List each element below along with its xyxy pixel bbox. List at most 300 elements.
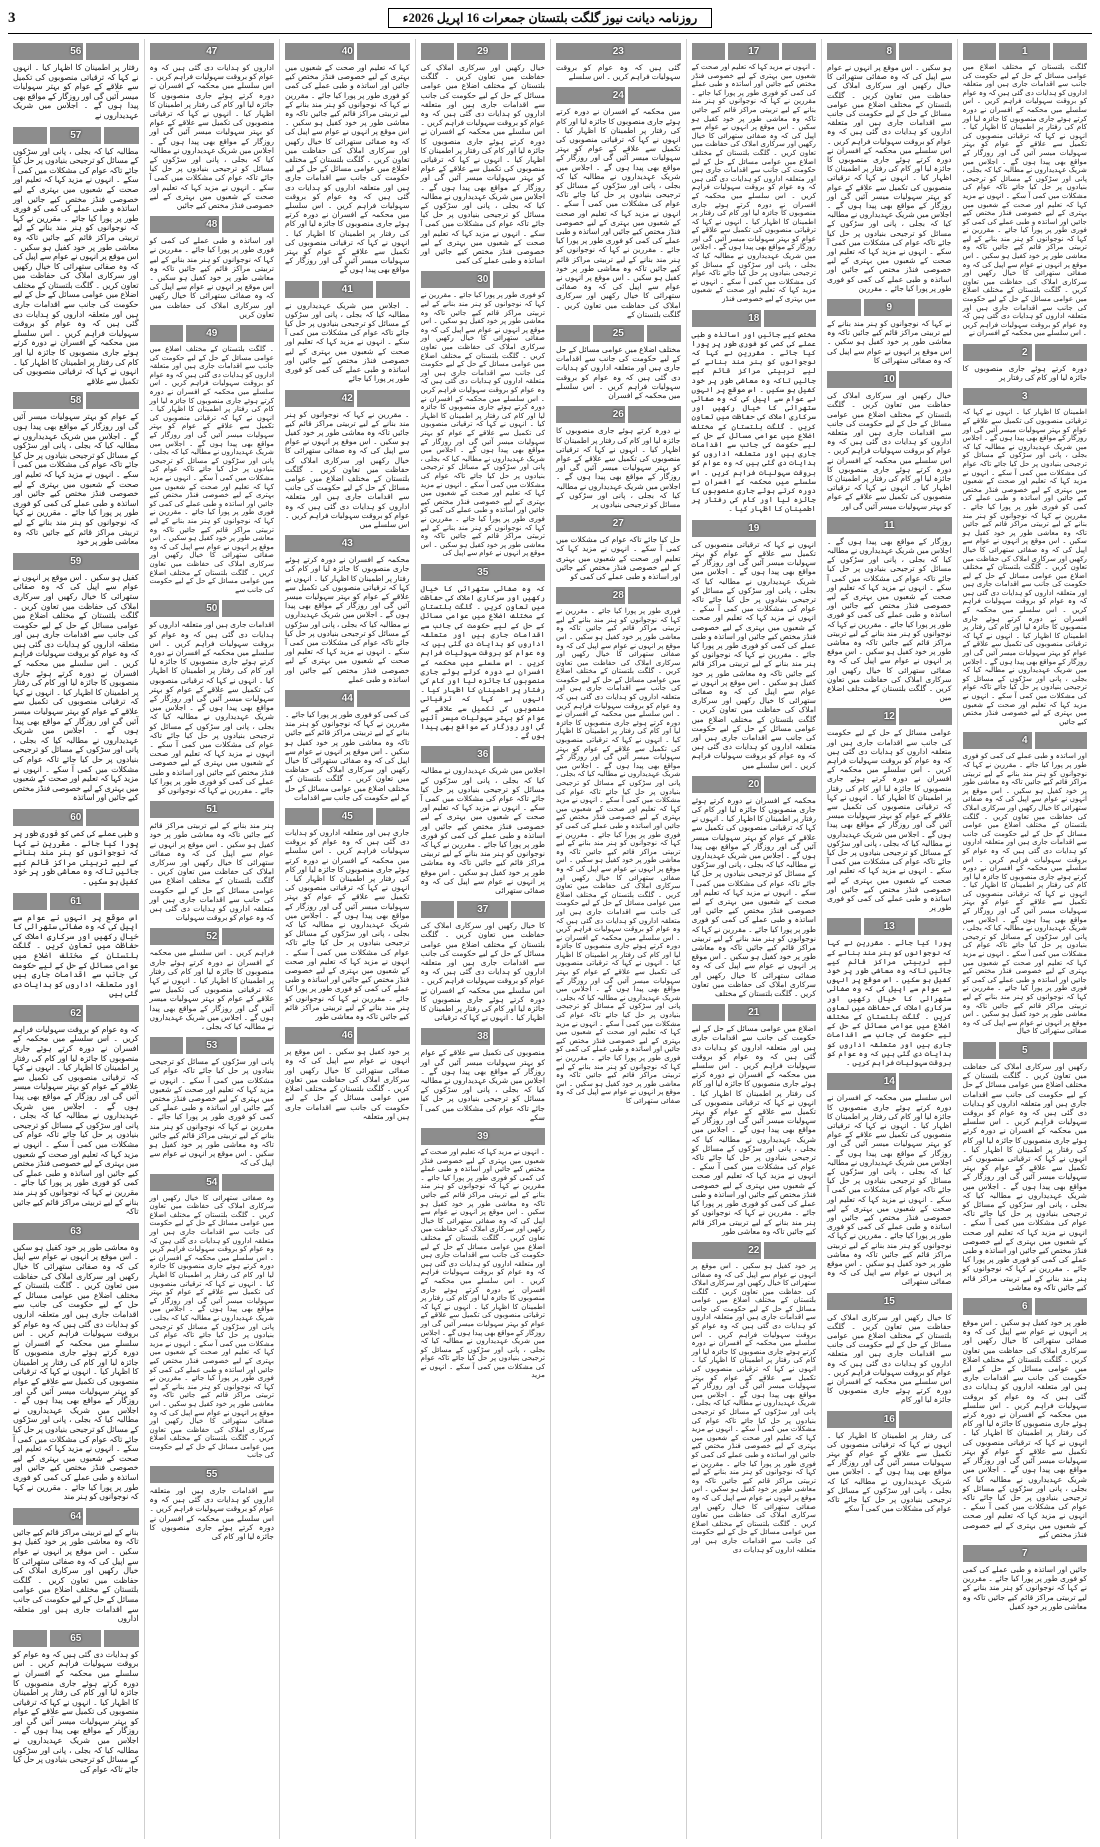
article-number: 61: [70, 895, 82, 907]
article[interactable]: [827, 1293, 952, 1405]
headline-bar: [918, 299, 952, 316]
headline-bar: [86, 43, 139, 60]
headline-bar: [86, 392, 139, 409]
article-body: پورا کیا جائے ۔ مقررین نے کہا کہ نوجوانوں کو ہنر مند بنانے کے لیے تربیتی مراکز قائم کیے جائیں تاکہ وہ معاشی طور پر خود کفیل ہو سکیں ۔ اس موقع پر انہوں نے عوام سے اپیل کی کہ وہ صفائی ستھرائی کا خیال رکھیں اور سرکاری املاک کی حفاظت میں تعاون کریں ۔ گلگت بلتستان کے مختلف اضلاع میں عوامی مسائل کے حل کے لیے حکومت کی جانب سے اقدامات جاری ہیں اور متعلقہ اداروں کو ہدایات دی گئی ہیں کہ وہ عوام کو بروقت سہولیات فراہم کریں ۔: [827, 938, 952, 1068]
article-body: ۔ اجلاس میں شریک عہدیداروں نے مطالبہ کیا کہ بجلی ، پانی اور سڑکوں کے مسائل کو ترجیحی بنیادوں پر حل کیا جائے تاکہ عوام کی مشکلات میں کمی آ سکے ۔ انہوں نے مزید کہا کہ تعلیم اور صحت کے شعبوں میں بہتری کے لیے خصوصی فنڈز مختص کیے جائیں اور اساتذہ و طبی عملے کی کمی کو فوری طور پر پورا کیا جائے: [285, 300, 410, 384]
article-headline: [13, 43, 138, 60]
article-number: 1: [1021, 46, 1028, 57]
article-headline: [285, 1027, 410, 1044]
article[interactable]: [556, 43, 681, 81]
article-headline: [556, 325, 681, 342]
headline-bar: [1053, 43, 1087, 60]
article-body: ۔ مقررین نے کہا کہ نوجوانوں کو ہنر مند بنانے کے لیے تربیتی مراکز قائم کیے جائیں تاکہ وہ معاشی طور پر خود کفیل ہو سکیں ۔ اس موقع پر انہوں نے عوام سے اپیل کی کہ وہ صفائی ستھرائی کا خیال رکھیں اور سرکاری املاک کی حفاظت میں تعاون کریں ۔ گلگت بلتستان کے مختلف اضلاع میں عوامی مسائل کے حل کے لیے حکومت کی جانب سے اقدامات جاری ہیں اور متعلقہ اداروں کو ہدایات دی گئی ہیں کہ وہ عوام کو بروقت سہولیات فراہم کریں ۔ اس سلسلے میں: [285, 409, 410, 529]
headline-bar: [1035, 344, 1087, 361]
headline-bar: [150, 1037, 184, 1054]
article[interactable]: [13, 43, 138, 121]
headline-bar: [556, 87, 625, 104]
article-headline: [285, 43, 410, 60]
headline-bar: [827, 708, 896, 725]
article-body: اس موقع پر انہوں نے عوام سے اپیل کی کہ وہ صفائی ستھرائی کا خیال رکھیں اور سرکاری املاک کی حفاظت میں تعاون کریں ۔ گلگت بلتستان کے مختلف اضلاع میں عوامی مسائل کے حل کے لیے حکومت کی جانب سے اقدامات جاری ہیں اور متعلقہ اداروں کو ہدایات دی گئی ہیں: [13, 912, 139, 999]
article[interactable]: [692, 520, 817, 770]
article-body: ۔ گلگت بلتستان کے مختلف اضلاع میں عوامی مسائل کے حل کے لیے حکومت کی جانب سے اقدامات جاری ہیں اور متعلقہ اداروں کو ہدایات دی گئی ہیں کہ وہ عوام کو بروقت سہولیات فراہم کریں ۔ اس سلسلے میں محکمہ کے افسران نے دورہ کرتے ہوئے جاری منصوبوں کا جائزہ لیا اور کام کی رفتار پر اطمینان کا اظہار کیا ۔ انہوں نے کہا کہ ترقیاتی منصوبوں کی تکمیل سے علاقے کے عوام کو بہتر سہولیات میسر آئیں گی اور روزگار کے مواقع بھی پیدا ہوں گے ۔ اجلاس میں شریک عہدیداروں نے مطالبہ کیا کہ بجلی ، پانی اور سڑکوں کے مسائل کو ترجیحی بنیادوں پر حل کیا جائے تاکہ عوام کی مشکلات میں کمی آ سکے ۔ انہوں نے مزید کہا کہ تعلیم اور صحت کے شعبوں میں بہتری کے لیے خصوصی فنڈز مختص کیے جائیں اور اساتذہ و طبی عملے کی کمی کو فوری طور پر پورا کیا جائے ۔ مقررین نے کہا کہ نوجوانوں کو ہنر مند بنانے کے لیے تربیتی مراکز قائم کیے جائیں تاکہ وہ معاشی طور پر خود کفیل ہو سکیں ۔ اس موقع پر انہوں نے عوام سے اپیل کی کہ وہ صفائی ستھرائی کا خیال رکھیں اور سرکاری املاک کی حفاظت میں تعاون کریں ۔ گلگت بلتستان کے مختلف اضلاع میں عوامی مسائل کے حل کے لیے حکومت کی جانب سے: [149, 345, 274, 594]
article-number: 5: [1021, 1044, 1028, 1056]
article-headline: [285, 690, 410, 707]
headline-bar: [285, 281, 319, 298]
headline-bar: [827, 517, 952, 534]
headline-bar: [1053, 1042, 1087, 1059]
article-body: جائیں اور اساتذہ و طبی عملے کی کمی کو فوری طور پر پورا کیا جائے ۔ مقررین نے کہا کہ نوجوانوں کو ہنر مند بنانے کے لیے تربیتی مراکز قائم کیے جائیں تاکہ وہ معاشی طور پر خود کفیل: [962, 1564, 1087, 1611]
article-body: کہ وہ عوام کو بروقت سہولیات فراہم کریں ۔ اس سلسلے میں محکمہ کے افسران نے دورہ کرتے ہوئے جاری منصوبوں کا جائزہ لیا اور کام کی رفتار پر اطمینان کا اظہار کیا ۔ انہوں نے کہا کہ ترقیاتی منصوبوں کی تکمیل سے علاقے کے عوام کو بہتر سہولیات میسر آئیں گی اور روزگار کے مواقع بھی پیدا ہوں گے ۔ اجلاس میں شریک عہدیداروں نے مطالبہ کیا کہ بجلی ، پانی اور سڑکوں کے مسائل کو ترجیحی بنیادوں پر حل کیا جائے تاکہ عوام کی مشکلات میں کمی آ سکے ۔ انہوں نے مزید کہا کہ تعلیم اور صحت کے شعبوں میں بہتری کے لیے خصوصی فنڈز مختص کیے جائیں اور اساتذہ و طبی عملے کی کمی کو فوری طور پر پورا کیا جائے ۔ مقررین نے کہا کہ نوجوانوں کو ہنر مند بنانے کے لیے تربیتی مراکز قائم کیے جائیں تاکہ: [13, 1024, 139, 1217]
article-number: 20: [748, 778, 760, 790]
headline-bar: [285, 808, 319, 825]
headline-bar: [285, 1027, 354, 1044]
headline-bar: [13, 1508, 83, 1525]
article[interactable]: [827, 1411, 952, 1514]
article[interactable]: [150, 928, 275, 1031]
column-8: [8, 39, 143, 1839]
headline-bar: [764, 776, 816, 793]
headline-bar: [827, 1411, 896, 1428]
headline-bar: [728, 1004, 779, 1021]
headline-bar: [13, 1630, 47, 1647]
article-headline: [285, 390, 410, 407]
article-number: 40: [341, 46, 353, 57]
article-body: کہا کہ تعلیم اور صحت کے شعبوں میں بہتری کے لیے خصوصی فنڈز مختص کیے جائیں اور اساتذہ و طبی عملے کی کمی کو فوری طور پر پورا کیا جائے ۔ مقررین نے کہا کہ نوجوانوں کو ہنر مند بنانے کے لیے تربیتی مراکز قائم کیے جائیں تاکہ وہ معاشی طور پر خود کفیل ہو سکیں ۔ اس موقع پر انہوں نے عوام سے اپیل کی کہ وہ صفائی ستھرائی کا خیال رکھیں اور سرکاری املاک کی حفاظت میں تعاون کریں ۔ گلگت بلتستان کے مختلف اضلاع میں عوامی مسائل کے حل کے لیے حکومت کی جانب سے اقدامات جاری ہیں اور متعلقہ اداروں کو ہدایات دی گئی ہیں کہ وہ عوام کو بروقت سہولیات فراہم کریں ۔ اس سلسلے میں محکمہ کے افسران نے دورہ کرتے ہوئے جاری منصوبوں کا جائزہ لیا اور کام کی رفتار پر اطمینان کا اظہار کیا ۔ انہوں نے کہا کہ ترقیاتی منصوبوں کی تکمیل سے علاقے کے عوام کو بہتر سہولیات میسر آئیں گی اور روزگار کے مواقع بھی پیدا ہوں گے: [285, 63, 410, 275]
article[interactable]: [692, 43, 817, 304]
headline-bar: [150, 1466, 275, 1483]
headline-bar: [556, 406, 625, 423]
article-number: 41: [341, 283, 353, 295]
article-headline: [963, 1042, 1088, 1059]
article-headline: [963, 1298, 1088, 1315]
headline-bar: [764, 310, 816, 327]
article-body: وہ معاشی طور پر خود کفیل ہو سکیں ۔ اس موقع پر انہوں نے عوام سے اپیل کی کہ وہ صفائی ستھرائی کا خیال رکھیں اور سرکاری املاک کی حفاظت میں تعاون کریں ۔ گلگت بلتستان کے مختلف اضلاع میں عوامی مسائل کے حل کے لیے حکومت کی جانب سے اقدامات جاری ہیں اور متعلقہ اداروں کو ہدایات دی گئی ہیں کہ وہ عوام کو بروقت سہولیات فراہم کریں ۔ اس سلسلے میں محکمہ کے افسران نے دورہ کرتے ہوئے جاری منصوبوں کا جائزہ لیا اور کام کی رفتار پر اطمینان کا اظہار کیا ۔ انہوں نے کہا کہ ترقیاتی منصوبوں کی تکمیل سے علاقے کے عوام کو بہتر سہولیات میسر آئیں گی اور روزگار کے مواقع بھی پیدا ہوں گے ۔ اجلاس میں شریک عہدیداروں نے مطالبہ کیا کہ بجلی ، پانی اور سڑکوں کے مسائل کو ترجیحی بنیادوں پر حل کیا جائے تاکہ عوام کی مشکلات میں کمی آ سکے ۔ انہوں نے مزید کہا کہ تعلیم اور صحت کے شعبوں میں بہتری کے لیے خصوصی فنڈز مختص کیے جائیں اور اساتذہ و طبی عملے کی کمی کو فوری طور پر پورا کیا جائے ۔ مقررین نے کہا کہ نوجوانوں کو ہنر مند: [13, 1242, 139, 1502]
article[interactable]: [421, 564, 546, 740]
headline-bar: [421, 746, 490, 763]
article[interactable]: [963, 1042, 1088, 1292]
article[interactable]: [13, 1005, 138, 1217]
article[interactable]: [827, 708, 952, 912]
headline-bar: [86, 1005, 139, 1022]
headline-bar: [322, 281, 373, 298]
headline-bar: [50, 1630, 101, 1647]
article[interactable]: [285, 281, 410, 384]
headline-bar: [285, 690, 354, 707]
article-body: محکمہ کے افسران نے دورہ کرتے ہوئے جاری منصوبوں کا جائزہ لیا اور کام کی رفتار پر اطمینان کا اظہار کیا ۔ انہوں نے کہا کہ ترقیاتی منصوبوں کی تکمیل سے علاقے کے عوام کو بہتر سہولیات میسر آئیں گی اور روزگار کے مواقع بھی پیدا ہوں گے ۔ اجلاس میں شریک عہدیداروں نے مطالبہ کیا کہ بجلی ، پانی اور سڑکوں کے مسائل کو ترجیحی بنیادوں پر حل کیا جائے تاکہ عوام کی مشکلات میں کمی آ سکے ۔ انہوں نے مزید کہا کہ تعلیم اور صحت کے شعبوں میں بہتری کے لیے خصوصی فنڈز مختص کیے جائیں اور اساتذہ و طبی عملے کی کمی کو فوری طور پر پورا کیا جائے ۔ مقررین نے کہا کہ نوجوانوں کو ہنر مند بنانے کے لیے تربیتی مراکز قائم کیے جائیں تاکہ وہ معاشی طور پر خود کفیل ہو سکیں ۔ اس موقع پر انہوں نے عوام سے اپیل کی کہ وہ صفائی ستھرائی کا خیال رکھیں اور سرکاری املاک کی حفاظت میں تعاون کریں ۔ گلگت بلتستان کے مختلف: [691, 795, 816, 999]
article[interactable]: [13, 127, 138, 387]
article-number: 25: [612, 328, 624, 340]
headline-bar: [864, 299, 915, 316]
article-number: 16: [883, 1413, 895, 1425]
article-body: کی رفتار پر اطمینان کا اظہار کیا ۔ انہوں نے کہا کہ ترقیاتی منصوبوں کی تکمیل سے علاقے کے عوام کو بہتر سہولیات میسر آئیں گی اور روزگار کے مواقع بھی پیدا ہوں گے ۔ اجلاس میں شریک عہدیداروں نے مطالبہ کیا کہ بجلی ، پانی اور سڑکوں کے مسائل کو ترجیحی بنیادوں پر حل کیا جائے تاکہ عوام کی مشکلات میں کمی آ سکے: [827, 1430, 952, 1514]
article-number: 4: [1021, 735, 1028, 747]
headline-bar: [376, 808, 410, 825]
article-number: 6: [1021, 1301, 1028, 1313]
article-body: ہو سکیں ۔ اس موقع پر انہوں نے عوام سے اپیل کی کہ وہ صفائی ستھرائی کا خیال رکھیں اور سرکاری املاک کی حفاظت میں تعاون کریں ۔ گلگت بلتستان کے مختلف اضلاع میں عوامی مسائل کے حل کے لیے حکومت کی جانب سے اقدامات جاری ہیں اور متعلقہ اداروں کو ہدایات دی گئی ہیں کہ وہ عوام کو بروقت سہولیات فراہم کریں ۔ اس سلسلے میں محکمہ کے افسران نے دورہ کرتے ہوئے جاری منصوبوں کا جائزہ لیا اور کام کی رفتار پر اطمینان کا اظہار کیا ۔ انہوں نے کہا کہ ترقیاتی منصوبوں کی تکمیل سے علاقے کے عوام کو بہتر سہولیات میسر آئیں گی اور روزگار کے مواقع بھی پیدا ہوں گے ۔ اجلاس میں شریک عہدیداروں نے مطالبہ کیا کہ بجلی ، پانی اور سڑکوں کے مسائل کو ترجیحی بنیادوں پر حل کیا جائے تاکہ عوام کی مشکلات میں کمی آ سکے ۔ انہوں نے مزید کہا کہ تعلیم اور صحت کے شعبوں میں بہتری کے لیے خصوصی فنڈز مختص کیے جائیں اور اساتذہ و طبی عملے کی کمی کو فوری طور پر پورا کیا جائے ۔ مقررین: [827, 63, 952, 293]
article[interactable]: [556, 87, 681, 319]
article[interactable]: [963, 388, 1088, 726]
headline-bar: [556, 43, 681, 60]
article[interactable]: [692, 310, 817, 514]
article-body: روزگار کے مواقع بھی پیدا ہوں گے ۔ اجلاس میں شریک عہدیداروں نے مطالبہ کیا کہ بجلی ، پانی اور سڑکوں کے مسائل کو ترجیحی بنیادوں پر حل کیا جائے تاکہ عوام کی مشکلات میں کمی آ سکے ۔ انہوں نے مزید کہا کہ تعلیم اور صحت کے شعبوں میں بہتری کے لیے خصوصی فنڈز مختص کیے جائیں اور اساتذہ و طبی عملے کی کمی کو فوری طور پر پورا کیا جائے ۔ مقررین نے کہا کہ نوجوانوں کو ہنر مند بنانے کے لیے تربیتی مراکز قائم کیے جائیں تاکہ وہ معاشی طور پر خود کفیل ہو سکیں ۔ اس موقع پر انہوں نے عوام سے اپیل کی کہ وہ صفائی ستھرائی کا خیال رکھیں اور سرکاری املاک کی حفاظت میں تعاون کریں ۔ گلگت بلتستان کے مختلف اضلاع میں: [827, 536, 952, 703]
headline-bar: [13, 392, 83, 409]
headline-bar: [285, 390, 354, 407]
headline-bar: [493, 271, 545, 288]
article-headline: [692, 1004, 817, 1021]
article-number: 53: [206, 1040, 218, 1052]
headline-bar: [50, 127, 101, 144]
article-body: رکھیں اور سرکاری املاک کی حفاظت میں تعاون کریں ۔ گلگت بلتستان کے مختلف اضلاع میں عوامی مسائل کے حل کے لیے حکومت کی جانب سے اقدامات جاری ہیں اور متعلقہ اداروں کو ہدایات دی گئی ہیں کہ وہ عوام کو بروقت سہولیات فراہم کریں ۔ اس سلسلے میں محکمہ کے افسران نے دورہ کرتے ہوئے جاری منصوبوں کا جائزہ لیا اور کام کی رفتار پر اطمینان کا اظہار کیا ۔ انہوں نے کہا کہ ترقیاتی منصوبوں کی تکمیل سے علاقے کے عوام کو بہتر سہولیات میسر آئیں گی اور روزگار کے مواقع بھی پیدا ہوں گے ۔ اجلاس میں شریک عہدیداروں نے مطالبہ کیا کہ بجلی ، پانی اور سڑکوں کے مسائل کو ترجیحی بنیادوں پر حل کیا جائے تاکہ عوام کی مشکلات میں کمی آ سکے ۔ انہوں نے مزید کہا کہ تعلیم اور صحت کے شعبوں میں بہتری کے لیے خصوصی فنڈز مختص کیے جائیں اور اساتذہ و طبی عملے کی کمی کو فوری طور پر پورا کیا جائے ۔ مقررین نے کہا کہ نوجوانوں کو ہنر مند بنانے کے لیے تربیتی مراکز قائم کیے جائیں تاکہ وہ معاشی: [962, 1061, 1087, 1292]
article-headline: [421, 1028, 546, 1045]
article-body: کو ہدایات دی گئی ہیں کہ وہ عوام کو بروقت سہولیات فراہم کریں ۔ اس سلسلے میں محکمہ کے افسران نے دورہ کرتے ہوئے جاری منصوبوں کا جائزہ لیا اور کام کی رفتار پر اطمینان کا اظہار کیا ۔ انہوں نے کہا کہ ترقیاتی منصوبوں کی تکمیل سے علاقے کے عوام کو بہتر سہولیات میسر آئیں گی اور روزگار کے مواقع بھی پیدا ہوں گے ۔ اجلاس میں شریک عہدیداروں نے مطالبہ کیا کہ بجلی ، پانی اور سڑکوں کے مسائل کو ترجیحی بنیادوں پر حل کیا جائے تاکہ عوام کی: [13, 1649, 139, 1774]
article-number: 43: [341, 538, 353, 550]
article-body: ۔ انہوں نے مزید کہا کہ تعلیم اور صحت کے شعبوں میں بہتری کے لیے خصوصی فنڈز مختص کیے جائیں اور اساتذہ و طبی عملے کی کمی کو فوری طور پر پورا کیا جائے ۔ مقررین نے کہا کہ نوجوانوں کو ہنر مند بنانے کے لیے تربیتی مراکز قائم کیے جائیں تاکہ وہ معاشی طور پر خود کفیل ہو سکیں ۔ اس موقع پر انہوں نے عوام سے اپیل کی کہ وہ صفائی ستھرائی کا خیال رکھیں اور سرکاری املاک کی حفاظت میں تعاون کریں ۔ گلگت بلتستان کے مختلف اضلاع میں عوامی مسائل کے حل کے لیے حکومت کی جانب سے اقدامات جاری ہیں اور متعلقہ اداروں کو ہدایات دی گئی ہیں کہ وہ عوام کو بروقت سہولیات فراہم کریں ۔ اس سلسلے میں محکمہ کے افسران نے دورہ کرتے ہوئے جاری منصوبوں کا جائزہ لیا اور کام کی رفتار پر اطمینان کا اظہار کیا ۔ انہوں نے کہا کہ ترقیاتی منصوبوں کی تکمیل سے علاقے کے عوام کو بہتر سہولیات میسر آئیں گی اور روزگار کے مواقع بھی پیدا ہوں گے ۔ اجلاس میں شریک عہدیداروں نے مطالبہ کیا کہ بجلی ، پانی اور سڑکوں کے مسائل کو ترجیحی بنیادوں پر حل کیا جائے تاکہ عوام کی مشکلات میں کمی آ سکے ۔ انہوں نے مزید کہا کہ تعلیم اور صحت کے شعبوں میں بہتری کے لیے خصوصی فنڈز: [691, 63, 816, 304]
article[interactable]: [556, 515, 681, 581]
headline-bar: [13, 127, 47, 144]
column-7: [144, 39, 280, 1839]
headline-bar: [421, 271, 490, 288]
article[interactable]: [13, 392, 138, 546]
article-headline: [13, 1508, 138, 1525]
article[interactable]: [285, 1027, 410, 1121]
article-number: 7: [1021, 1547, 1028, 1559]
article-headline: [556, 587, 681, 604]
article-headline: [827, 43, 952, 60]
article[interactable]: [13, 1508, 138, 1624]
article-headline: [692, 310, 817, 327]
headline-bar: [13, 893, 47, 910]
headline-bar: [899, 371, 951, 388]
headline-bar: [556, 515, 681, 532]
article-headline: [963, 388, 1088, 405]
article[interactable]: [150, 43, 275, 210]
article[interactable]: [13, 809, 138, 887]
article-body: حل کیا جائے تاکہ عوام کی مشکلات میں کمی آ سکے ۔ انہوں نے مزید کہا کہ تعلیم اور صحت کے شعبوں میں بہتری کے لیے خصوصی فنڈز مختص کیے جائیں اور اساتذہ و طبی عملے کی کمی کو: [556, 535, 681, 581]
headline-bar: [899, 1411, 951, 1428]
article-number: 9: [886, 302, 893, 314]
columns-container: [8, 39, 1092, 1839]
article[interactable]: [421, 1028, 546, 1122]
article[interactable]: [13, 1223, 138, 1502]
article[interactable]: [827, 371, 952, 511]
article-headline: [692, 520, 817, 537]
headline-bar: [50, 893, 101, 910]
article[interactable]: [963, 43, 1088, 338]
article-number: 37: [477, 904, 489, 916]
article-headline: [963, 732, 1088, 749]
headline-bar: [13, 809, 83, 826]
article[interactable]: [692, 1004, 817, 1236]
article[interactable]: [827, 517, 952, 703]
article-body: خیال رکھیں اور سرکاری املاک کی حفاظت میں تعاون کریں ۔ گلگت بلتستان کے مختلف اضلاع میں عوامی مسائل کے حل کے لیے حکومت کی جانب سے اقدامات جاری ہیں اور متعلقہ اداروں کو ہدایات دی گئی ہیں کہ وہ عوام کو بروقت سہولیات فراہم کریں ۔ اس سلسلے میں محکمہ کے افسران نے دورہ کرتے ہوئے جاری منصوبوں کا جائزہ لیا اور کام کی رفتار پر اطمینان کا اظہار کیا ۔ انہوں نے کہا کہ ترقیاتی منصوبوں کی تکمیل سے علاقے کے عوام کو بہتر سہولیات میسر آئیں گی اور روزگار کے مواقع بھی پیدا ہوں گے ۔ اجلاس میں شریک عہدیداروں نے مطالبہ کیا کہ بجلی ، پانی اور سڑکوں کے مسائل کو ترجیحی بنیادوں پر حل کیا جائے تاکہ عوام کی مشکلات میں کمی آ سکے ۔ انہوں نے مزید کہا کہ تعلیم اور صحت کے شعبوں میں بہتری کے لیے خصوصی فنڈز مختص کیے جائیں اور اساتذہ و طبی عملے کی کمی: [420, 63, 545, 266]
article[interactable]: [285, 43, 410, 275]
headline-bar: [13, 43, 83, 60]
article-number: 62: [70, 1007, 82, 1019]
article-body: فراہم کریں ۔ اس سلسلے میں محکمہ کے افسران نے دورہ کرتے ہوئے جاری منصوبوں کا جائزہ لیا اور کام کی رفتار پر اطمینان کا اظہار کیا ۔ انہوں نے کہا کہ ترقیاتی منصوبوں کی تکمیل سے علاقے کے عوام کو بہتر سہولیات میسر آئیں گی اور روزگار کے مواقع بھی پیدا ہوں گے ۔ اجلاس میں شریک عہدیداروں نے مطالبہ کیا کہ بجلی ،: [149, 948, 274, 1032]
article-headline: [421, 43, 546, 60]
article-body: طور پر خود کفیل ہو سکیں ۔ اس موقع پر انہوں نے عوام سے اپیل کی کہ وہ صفائی ستھرائی کا خیال رکھیں اور سرکاری املاک کی حفاظت میں تعاون کریں ۔ گلگت بلتستان کے مختلف اضلاع میں عوامی مسائل کے حل کے لیے حکومت کی جانب سے اقدامات جاری ہیں اور متعلقہ اداروں کو ہدایات دی گئی ہیں کہ وہ عوام کو بروقت سہولیات فراہم کریں ۔ اس سلسلے میں محکمہ کے افسران نے دورہ کرتے ہوئے جاری منصوبوں کا جائزہ لیا اور کام کی رفتار پر اطمینان کا اظہار کیا ۔ انہوں نے کہا کہ ترقیاتی منصوبوں کی تکمیل سے علاقے کے عوام کو بہتر سہولیات میسر آئیں گی اور روزگار کے مواقع بھی پیدا ہوں گے ۔ اجلاس میں شریک عہدیداروں نے مطالبہ کیا کہ بجلی ، پانی اور سڑکوں کے مسائل کو ترجیحی بنیادوں پر حل کیا جائے تاکہ عوام کی مشکلات میں کمی آ سکے ۔ انہوں نے مزید کہا کہ تعلیم اور صحت کے شعبوں میں بہتری کے لیے خصوصی فنڈز مختص کیے: [962, 1318, 1087, 1539]
article-headline: [692, 776, 817, 793]
article-number: 19: [748, 522, 760, 534]
headline-bar: [493, 746, 545, 763]
article[interactable]: [150, 1037, 275, 1167]
article-body: وہ صفائی ستھرائی کا خیال رکھیں اور سرکاری املاک کی حفاظت میں تعاون کریں ۔ گلگت بلتستان کے مختلف اضلاع میں عوامی مسائل کے حل کے لیے حکومت کی جانب سے اقدامات جاری ہیں اور متعلقہ اداروں کو ہدایات دی گئی ہیں کہ وہ عوام کو بروقت سہولیات فراہم کریں ۔ اس سلسلے میں محکمہ کے افسران نے دورہ کرتے ہوئے جاری منصوبوں کا جائزہ لیا اور کام کی رفتار پر اطمینان کا اظہار کیا ۔ انہوں نے کہا کہ ترقیاتی منصوبوں کی تکمیل سے علاقے کے عوام کو بہتر سہولیات میسر آئیں گی اور روزگار کے مواقع بھی پیدا ہوں گے ۔ اجلاس میں شریک عہدیداروں نے مطالبہ کیا کہ بجلی ، پانی اور سڑکوں کے مسائل کو ترجیحی بنیادوں پر حل کیا جائے تاکہ عوام کی مشکلات میں کمی آ سکے ۔ انہوں نے مزید کہا کہ تعلیم اور صحت کے شعبوں میں بہتری کے لیے خصوصی فنڈز مختص کیے جائیں اور اساتذہ و طبی عملے کی کمی کو فوری طور پر پورا کیا جائے ۔ مقررین نے کہا کہ نوجوانوں کو ہنر مند بنانے کے لیے تربیتی مراکز قائم کیے جائیں تاکہ وہ معاشی طور پر خود کفیل ہو سکیں ۔ اس موقع پر انہوں نے عوام سے اپیل کی کہ وہ صفائی ستھرائی کا خیال رکھیں اور سرکاری املاک کی حفاظت میں تعاون کریں ۔ گلگت بلتستان کے مختلف اضلاع میں عوامی مسائل کے حل کے لیے حکومت کی جانب: [149, 1193, 274, 1460]
masthead-title: روزنامہ دیانت نیوز گلگت بلتستان جمعرات 16 اپریل 2026ء: [388, 8, 713, 28]
article-headline: [13, 809, 138, 826]
headline-bar: [104, 127, 138, 144]
headline-bar: [963, 732, 1032, 749]
article-headline: [421, 564, 546, 581]
headline-bar: [692, 1242, 761, 1259]
article-body: کفیل ہو سکیں ۔ اس موقع پر انہوں نے عوام سے اپیل کی کہ وہ صفائی ستھرائی کا خیال رکھیں اور سرکاری املاک کی حفاظت میں تعاون کریں ۔ گلگت بلتستان کے مختلف اضلاع میں عوامی مسائل کے حل کے لیے حکومت کی جانب سے اقدامات جاری ہیں اور متعلقہ اداروں کو ہدایات دی گئی ہیں کہ وہ عوام کو بروقت سہولیات فراہم کریں ۔ اس سلسلے میں محکمہ کے افسران نے دورہ کرتے ہوئے جاری منصوبوں کا جائزہ لیا اور کام کی رفتار پر اطمینان کا اظہار کیا ۔ انہوں نے کہا کہ ترقیاتی منصوبوں کی تکمیل سے علاقے کے عوام کو بہتر سہولیات میسر آئیں گی اور روزگار کے مواقع بھی پیدا ہوں گے ۔ اجلاس میں شریک عہدیداروں نے مطالبہ کیا کہ بجلی ، پانی اور سڑکوں کے مسائل کو ترجیحی بنیادوں پر حل کیا جائے تاکہ عوام کی مشکلات میں کمی آ سکے ۔ انہوں نے مزید کہا کہ تعلیم اور صحت کے شعبوں میں بہتری کے لیے خصوصی فنڈز مختص کیے جائیں اور اساتذہ: [13, 572, 139, 803]
article-body: جاری ہیں اور متعلقہ اداروں کو ہدایات دی گئی ہیں کہ وہ عوام کو بروقت سہولیات فراہم کریں ۔ اس سلسلے میں محکمہ کے افسران نے دورہ کرتے ہوئے جاری منصوبوں کا جائزہ لیا اور کام کی رفتار پر اطمینان کا اظہار کیا ۔ انہوں نے کہا کہ ترقیاتی منصوبوں کی تکمیل سے علاقے کے عوام کو بہتر سہولیات میسر آئیں گی اور روزگار کے مواقع بھی پیدا ہوں گے ۔ اجلاس میں شریک عہدیداروں نے مطالبہ کیا کہ بجلی ، پانی اور سڑکوں کے مسائل کو ترجیحی بنیادوں پر حل کیا جائے تاکہ عوام کی مشکلات میں کمی آ سکے ۔ انہوں نے مزید کہا کہ تعلیم اور صحت کے شعبوں میں بہتری کے لیے خصوصی فنڈز مختص کیے جائیں اور اساتذہ و طبی عملے کی کمی کو فوری طور پر پورا کیا جائے ۔ مقررین نے کہا کہ نوجوانوں کو ہنر مند بنانے کے لیے تربیتی مراکز قائم کیے جائیں تاکہ وہ معاشی طور: [285, 828, 410, 1022]
article[interactable]: [285, 808, 410, 1021]
column-2: [821, 39, 957, 1839]
headline-bar: [827, 918, 861, 935]
headline-bar: [511, 901, 545, 918]
article-body: محکمہ کے افسران نے دورہ کرتے ہوئے جاری منصوبوں کا جائزہ لیا اور کام کی رفتار پر اطمینان کا اظہار کیا ۔ انہوں نے کہا کہ ترقیاتی منصوبوں کی تکمیل سے علاقے کے عوام کو بہتر سہولیات میسر آئیں گی اور روزگار کے مواقع بھی پیدا ہوں گے ۔ اجلاس میں شریک عہدیداروں نے مطالبہ کیا کہ بجلی ، پانی اور سڑکوں کے مسائل کو ترجیحی بنیادوں پر حل کیا جائے تاکہ عوام کی مشکلات میں کمی آ سکے ۔ انہوں نے مزید کہا کہ تعلیم اور صحت کے شعبوں میں بہتری کے لیے خصوصی فنڈز مختص کیے جائیں اور اساتذہ و طبی عملے: [285, 555, 410, 684]
article[interactable]: [421, 43, 546, 265]
article[interactable]: [556, 325, 681, 400]
headline-bar: [692, 310, 761, 327]
article-headline: [13, 1630, 138, 1647]
article-body: اقدامات جاری ہیں اور متعلقہ اداروں کو ہدایات دی گئی ہیں کہ وہ عوام کو بروقت سہولیات فراہم کریں ۔ اس سلسلے میں محکمہ کے افسران نے دورہ کرتے ہوئے جاری منصوبوں کا جائزہ لیا اور کام کی رفتار پر اطمینان کا اظہار کیا ۔ انہوں نے کہا کہ ترقیاتی منصوبوں کی تکمیل سے علاقے کے عوام کو بہتر سہولیات میسر آئیں گی اور روزگار کے مواقع بھی پیدا ہوں گے ۔ اجلاس میں شریک عہدیداروں نے مطالبہ کیا کہ بجلی ، پانی اور سڑکوں کے مسائل کو ترجیحی بنیادوں پر حل کیا جائے تاکہ عوام کی مشکلات میں کمی آ سکے ۔ انہوں نے مزید کہا کہ تعلیم اور صحت کے شعبوں میں بہتری کے لیے خصوصی فنڈز مختص کیے جائیں اور اساتذہ و طبی عملے کی کمی کو فوری طور پر پورا کیا جائے ۔ مقررین نے کہا کہ نوجوانوں کو: [149, 620, 274, 795]
article-body: گلگت بلتستان کے مختلف اضلاع میں عوامی مسائل کے حل کے لیے حکومت کی جانب سے اقدامات جاری ہیں اور متعلقہ اداروں کو ہدایات دی گئی ہیں کہ وہ عوام کو بروقت سہولیات فراہم کریں ۔ اس سلسلے میں محکمہ کے افسران نے دورہ کرتے ہوئے جاری منصوبوں کا جائزہ لیا اور کام کی رفتار پر اطمینان کا اظہار کیا ۔ انہوں نے کہا کہ ترقیاتی منصوبوں کی تکمیل سے علاقے کے عوام کو بہتر سہولیات میسر آئیں گی اور روزگار کے مواقع بھی پیدا ہوں گے ۔ اجلاس میں شریک عہدیداروں نے مطالبہ کیا کہ بجلی ، پانی اور سڑکوں کے مسائل کو ترجیحی بنیادوں پر حل کیا جائے تاکہ عوام کی مشکلات میں کمی آ سکے ۔ انہوں نے مزید کہا کہ تعلیم اور صحت کے شعبوں میں بہتری کے لیے خصوصی فنڈز مختص کیے جائیں اور اساتذہ و طبی عملے کی کمی کو فوری طور پر پورا کیا جائے ۔ مقررین نے کہا کہ نوجوانوں کو ہنر مند بنانے کے لیے تربیتی مراکز قائم کیے جائیں تاکہ وہ معاشی طور پر خود کفیل ہو سکیں ۔ اس موقع پر انہوں نے عوام سے اپیل کی کہ وہ صفائی ستھرائی کا خیال رکھیں اور سرکاری املاک کی حفاظت میں تعاون کریں ۔ گلگت بلتستان کے مختلف اضلاع میں عوامی مسائل کے حل کے لیے حکومت کی جانب سے اقدامات جاری ہیں اور متعلقہ اداروں کو ہدایات دی گئی ہیں کہ وہ عوام کو بروقت سہولیات فراہم کریں ۔ اس سلسلے میں محکمہ کے افسران نے: [962, 63, 1087, 338]
article-body: گئی ہیں کہ وہ عوام کو بروقت سہولیات فراہم کریں ۔ اس سلسلے: [556, 63, 681, 82]
article[interactable]: [421, 271, 546, 557]
article-body: پانی اور سڑکوں کے مسائل کو ترجیحی بنیادوں پر حل کیا جائے تاکہ عوام کی مشکلات میں کمی آ سکے ۔ انہوں نے مزید کہا کہ تعلیم اور صحت کے شعبوں میں بہتری کے لیے خصوصی فنڈز مختص کیے جائیں اور اساتذہ و طبی عملے کی کمی کو فوری طور پر پورا کیا جائے ۔ مقررین نے کہا کہ نوجوانوں کو ہنر مند بنانے کے لیے تربیتی مراکز قائم کیے جائیں تاکہ وہ معاشی طور پر خود کفیل ہو سکیں ۔ اس موقع پر انہوں نے عوام سے اپیل کی کہ: [149, 1057, 274, 1168]
article-headline: [556, 87, 681, 104]
headline-bar: [222, 1174, 274, 1191]
article-headline: [13, 1005, 138, 1022]
headline-bar: [827, 371, 896, 388]
headline-bar: [963, 344, 1032, 361]
article-headline: [421, 1128, 546, 1145]
headline-bar: [782, 43, 816, 60]
article[interactable]: [150, 1174, 275, 1460]
headline-bar: [647, 325, 681, 342]
headline-bar: [150, 1174, 219, 1191]
article-headline: [556, 515, 681, 532]
article-number: 11: [883, 519, 895, 531]
headline-bar: [104, 893, 138, 910]
article-number: 2: [1021, 347, 1028, 358]
article[interactable]: [963, 344, 1088, 382]
article[interactable]: [692, 776, 817, 998]
article[interactable]: [556, 406, 681, 509]
article-body: اداروں کو ہدایات دی گئی ہیں کہ وہ عوام کو بروقت سہولیات فراہم کریں ۔ اس سلسلے میں محکمہ کے افسران نے دورہ کرتے ہوئے جاری منصوبوں کا جائزہ لیا اور کام کی رفتار پر اطمینان کا اظہار کیا ۔ انہوں نے کہا کہ ترقیاتی منصوبوں کی تکمیل سے علاقے کے عوام کو بہتر سہولیات میسر آئیں گی اور روزگار کے مواقع بھی پیدا ہوں گے ۔ اجلاس میں شریک عہدیداروں نے مطالبہ کیا کہ بجلی ، پانی اور سڑکوں کے مسائل کو ترجیحی بنیادوں پر حل کیا جائے تاکہ عوام کی مشکلات میں کمی آ سکے ۔ انہوں نے مزید کہا کہ تعلیم اور صحت کے شعبوں میں بہتری کے لیے خصوصی فنڈز مختص کیے جائیں: [149, 63, 274, 211]
article-number: 3: [1021, 391, 1028, 403]
article-headline: [963, 43, 1088, 60]
article-number: 10: [883, 374, 895, 386]
article-headline: [692, 1242, 817, 1259]
headline-bar: [963, 43, 997, 60]
article-headline: [556, 406, 681, 423]
article-body: پر خود کفیل ہو سکیں ۔ اس موقع پر انہوں نے عوام سے اپیل کی کہ وہ صفائی ستھرائی کا خیال رکھیں اور سرکاری املاک کی حفاظت میں تعاون کریں ۔ گلگت بلتستان کے مختلف اضلاع میں عوامی مسائل کے حل کے لیے حکومت کی جانب سے اقدامات جاری ہیں اور متعلقہ: [285, 1047, 410, 1121]
article[interactable]: [421, 1128, 546, 1380]
article[interactable]: [285, 535, 410, 684]
page-number: 3: [8, 9, 16, 26]
headline-bar: [222, 216, 274, 233]
article-number: 45: [341, 811, 353, 823]
article[interactable]: [150, 801, 275, 922]
article-headline: [150, 801, 275, 818]
article-number: 38: [477, 1031, 489, 1043]
headline-bar: [692, 520, 817, 537]
article-headline: [150, 216, 275, 233]
headline-bar: [186, 325, 237, 342]
article[interactable]: [421, 746, 546, 895]
article-headline: [13, 1223, 138, 1240]
headline-bar: [104, 1630, 138, 1647]
article-number: 13: [883, 921, 895, 933]
article[interactable]: [963, 1298, 1088, 1539]
article-number: 58: [70, 395, 82, 407]
article[interactable]: [13, 553, 138, 803]
headline-bar: [357, 43, 409, 60]
headline-bar: [963, 388, 1088, 405]
headline-bar: [628, 87, 680, 104]
headline-bar: [556, 587, 625, 604]
article-number: 26: [612, 409, 624, 421]
article[interactable]: [285, 690, 410, 802]
article[interactable]: [692, 1242, 817, 1554]
headline-bar: [357, 1027, 409, 1044]
headline-bar: [240, 1037, 274, 1054]
article-number: 46: [341, 1030, 353, 1042]
article[interactable]: [827, 918, 952, 1067]
article-number: 28: [612, 590, 624, 602]
article[interactable]: [827, 43, 952, 293]
article-number: 56: [70, 46, 82, 57]
headline-bar: [764, 1242, 816, 1259]
article-headline: [150, 325, 275, 342]
article[interactable]: [827, 299, 952, 365]
column-6: [279, 39, 415, 1839]
headline-bar: [150, 801, 275, 818]
article[interactable]: [421, 901, 546, 1022]
article[interactable]: [963, 732, 1088, 1036]
article-body: انہوں نے کہا کہ ترقیاتی منصوبوں کی تکمیل سے علاقے کے عوام کو بہتر سہولیات میسر آئیں گی اور روزگار کے مواقع بھی پیدا ہوں گے ۔ اجلاس میں شریک عہدیداروں نے مطالبہ کیا کہ بجلی ، پانی اور سڑکوں کے مسائل کو ترجیحی بنیادوں پر حل کیا جائے تاکہ عوام کی مشکلات میں کمی آ سکے ۔ انہوں نے مزید کہا کہ تعلیم اور صحت کے شعبوں میں بہتری کے لیے خصوصی فنڈز مختص کیے جائیں اور اساتذہ و طبی عملے کی کمی کو فوری طور پر پورا کیا جائے ۔ مقررین نے کہا کہ نوجوانوں کو ہنر مند بنانے کے لیے تربیتی مراکز قائم کیے جائیں تاکہ وہ معاشی طور پر خود کفیل ہو سکیں ۔ اس موقع پر انہوں نے عوام سے اپیل کی کہ وہ صفائی ستھرائی کا خیال رکھیں اور سرکاری املاک کی حفاظت میں تعاون کریں ۔ گلگت بلتستان کے مختلف اضلاع میں عوامی مسائل کے حل کے لیے حکومت کی جانب سے اقدامات جاری ہیں اور متعلقہ اداروں کو ہدایات دی گئی ہیں کہ وہ عوام کو بروقت سہولیات فراہم کریں ۔ اس سلسلے میں: [691, 539, 816, 770]
headline-bar: [899, 1073, 951, 1090]
article-headline: [13, 893, 138, 910]
article-headline: [963, 1545, 1088, 1562]
headline-bar: [827, 1293, 952, 1310]
article-body: اجلاس میں شریک عہدیداروں نے مطالبہ کیا کہ بجلی ، پانی اور سڑکوں کے مسائل کو ترجیحی بنیادوں پر حل کیا جائے تاکہ عوام کی مشکلات میں کمی آ سکے ۔ انہوں نے مزید کہا کہ تعلیم اور صحت کے شعبوں میں بہتری کے لیے خصوصی فنڈز مختص کیے جائیں اور اساتذہ و طبی عملے کی کمی کو فوری طور پر پورا کیا جائے ۔ مقررین نے کہا کہ نوجوانوں کو ہنر مند بنانے کے لیے تربیتی مراکز قائم کیے جائیں تاکہ وہ معاشی طور پر خود کفیل ہو سکیں ۔ اس موقع پر انہوں نے عوام سے اپیل کی کہ وہ صفائی ستھرائی: [420, 766, 545, 895]
article-body: منصوبوں کی تکمیل سے علاقے کے عوام کو بہتر سہولیات میسر آئیں گی اور روزگار کے مواقع بھی پیدا ہوں گے ۔ اجلاس میں شریک عہدیداروں نے مطالبہ کیا کہ بجلی ، پانی اور سڑکوں کے مسائل کو ترجیحی بنیادوں پر حل کیا جائے تاکہ عوام کی مشکلات میں کمی آ سکے: [420, 1048, 545, 1122]
article-body: و طبی عملے کی کمی کو فوری طور پر پورا کیا جائے ۔ مقررین نے کہا کہ نوجوانوں کو ہنر مند بنانے کے لیے تربیتی مراکز قائم کیے جائیں تاکہ وہ معاشی طور پر خود کفیل ہو سکیں ۔: [13, 828, 139, 886]
headline-bar: [150, 325, 184, 342]
headline-bar: [150, 43, 275, 60]
article-body: اطمینان کا اظہار کیا ۔ انہوں نے کہا کہ ترقیاتی منصوبوں کی تکمیل سے علاقے کے عوام کو بہتر سہولیات میسر آئیں گی اور روزگار کے مواقع بھی پیدا ہوں گے ۔ اجلاس میں شریک عہدیداروں نے مطالبہ کیا کہ بجلی ، پانی اور سڑکوں کے مسائل کو ترجیحی بنیادوں پر حل کیا جائے تاکہ عوام کی مشکلات میں کمی آ سکے ۔ انہوں نے مزید کہا کہ تعلیم اور صحت کے شعبوں میں بہتری کے لیے خصوصی فنڈز مختص کیے جائیں اور اساتذہ و طبی عملے کی کمی کو فوری طور پر پورا کیا جائے ۔ مقررین نے کہا کہ نوجوانوں کو ہنر مند بنانے کے لیے تربیتی مراکز قائم کیے جائیں تاکہ وہ معاشی طور پر خود کفیل ہو سکیں ۔ اس موقع پر انہوں نے عوام سے اپیل کی کہ وہ صفائی ستھرائی کا خیال رکھیں اور سرکاری املاک کی حفاظت میں تعاون کریں ۔ گلگت بلتستان کے مختلف اضلاع میں عوامی مسائل کے حل کے لیے حکومت کی جانب سے اقدامات جاری ہیں اور متعلقہ اداروں کو ہدایات دی گئی ہیں کہ وہ عوام کو بروقت سہولیات فراہم کریں ۔ اس سلسلے میں محکمہ کے افسران نے دورہ کرتے ہوئے جاری منصوبوں کا جائزہ لیا اور کام کی رفتار پر اطمینان کا اظہار کیا ۔ انہوں نے کہا کہ ترقیاتی منصوبوں کی تکمیل سے علاقے کے عوام کو بہتر سہولیات میسر آئیں گی اور روزگار کے مواقع بھی پیدا ہوں گے ۔ اجلاس میں شریک عہدیداروں نے مطالبہ کیا کہ بجلی ، پانی اور سڑکوں کے مسائل کو ترجیحی بنیادوں پر حل کیا جائے تاکہ عوام کی مشکلات میں کمی آ سکے ۔ انہوں نے مزید کہا کہ تعلیم اور صحت کے شعبوں میں بہتری کے لیے خصوصی فنڈز مختص کیے جائیں: [962, 408, 1087, 726]
article-number: 27: [612, 518, 624, 530]
headline-bar: [692, 776, 761, 793]
headline-bar: [963, 1545, 1088, 1562]
article-number: 59: [70, 555, 82, 567]
article[interactable]: [13, 893, 138, 999]
article-number: 52: [206, 931, 218, 943]
headline-bar: [556, 325, 590, 342]
article-body: دورہ کرتے ہوئے جاری منصوبوں کا جائزہ لیا اور کام کی رفتار پر: [962, 364, 1087, 383]
article-headline: [285, 281, 410, 298]
article[interactable]: [150, 1466, 275, 1541]
headline-bar: [322, 808, 373, 825]
headline-bar: [692, 43, 726, 60]
headline-bar: [150, 928, 219, 945]
headline-bar: [593, 325, 644, 342]
article-body: میں محکمہ کے افسران نے دورہ کرتے ہوئے جاری منصوبوں کا جائزہ لیا اور کام کی رفتار پر اطمینان کا اظہار کیا ۔ انہوں نے کہا کہ ترقیاتی منصوبوں کی تکمیل سے علاقے کے عوام کو بہتر سہولیات میسر آئیں گی اور روزگار کے مواقع بھی پیدا ہوں گے ۔ اجلاس میں شریک عہدیداروں نے مطالبہ کیا کہ بجلی ، پانی اور سڑکوں کے مسائل کو ترجیحی بنیادوں پر حل کیا جائے تاکہ عوام کی مشکلات میں کمی آ سکے ۔ انہوں نے مزید کہا کہ تعلیم اور صحت کے شعبوں میں بہتری کے لیے خصوصی فنڈز مختص کیے جائیں اور اساتذہ و طبی عملے کی کمی کو فوری طور پر پورا کیا جائے ۔ مقررین نے کہا کہ نوجوانوں کو ہنر مند بنانے کے لیے تربیتی مراکز قائم کیے جائیں تاکہ وہ معاشی طور پر خود کفیل ہو سکیں ۔ اس موقع پر انہوں نے عوام سے اپیل کی کہ وہ صفائی ستھرائی کا خیال رکھیں اور سرکاری املاک کی حفاظت میں تعاون کریں ۔ گلگت بلتستان کے: [556, 107, 681, 319]
article-headline: [150, 43, 275, 60]
article-headline: [150, 928, 275, 945]
headline-bar: [86, 809, 139, 826]
article[interactable]: [150, 216, 275, 319]
article-headline: [827, 1411, 952, 1428]
article-number: 21: [748, 1007, 760, 1019]
article-number: 54: [206, 1176, 218, 1188]
article-headline: [421, 901, 546, 918]
article[interactable]: [150, 325, 275, 594]
headline-bar: [457, 43, 508, 60]
headline-bar: [13, 1005, 83, 1022]
article-headline: [556, 43, 681, 60]
headline-bar: [628, 406, 680, 423]
article-body: نے کہا کہ نوجوانوں کو ہنر مند بنانے کے لیے تربیتی مراکز قائم کیے جائیں تاکہ وہ معاشی طور پر خود کفیل ہو سکیں ۔ اس موقع پر انہوں نے عوام سے اپیل کی کہ وہ صفائی ستھرائی کا: [827, 319, 952, 365]
article-body: فوری طور پر پورا کیا جائے ۔ مقررین نے کہا کہ نوجوانوں کو ہنر مند بنانے کے لیے تربیتی مراکز قائم کیے جائیں تاکہ وہ معاشی طور پر خود کفیل ہو سکیں ۔ اس موقع پر انہوں نے عوام سے اپیل کی کہ وہ صفائی ستھرائی کا خیال رکھیں اور سرکاری املاک کی حفاظت میں تعاون کریں ۔ گلگت بلتستان کے مختلف اضلاع میں عوامی مسائل کے حل کے لیے حکومت کی جانب سے اقدامات جاری ہیں اور متعلقہ اداروں کو ہدایات دی گئی ہیں کہ وہ عوام کو بروقت سہولیات فراہم کریں ۔ اس سلسلے میں محکمہ کے افسران نے دورہ کرتے ہوئے جاری منصوبوں کا جائزہ لیا اور کام کی رفتار پر اطمینان کا اظہار کیا ۔ انہوں نے کہا کہ ترقیاتی منصوبوں کی تکمیل سے علاقے کے عوام کو بہتر سہولیات میسر آئیں گی اور روزگار کے مواقع بھی پیدا ہوں گے ۔ اجلاس میں شریک عہدیداروں نے مطالبہ کیا کہ بجلی ، پانی اور سڑکوں کے مسائل کو ترجیحی بنیادوں پر حل کیا جائے تاکہ عوام کی مشکلات میں کمی آ سکے ۔ انہوں نے مزید کہا کہ تعلیم اور صحت کے شعبوں میں بہتری کے لیے خصوصی فنڈز مختص کیے جائیں اور اساتذہ و طبی عملے کی کمی کو فوری طور پر پورا کیا جائے ۔ مقررین نے کہا کہ نوجوانوں کو ہنر مند بنانے کے لیے تربیتی مراکز قائم کیے جائیں تاکہ وہ معاشی طور پر خود کفیل ہو سکیں ۔ اس موقع پر انہوں نے عوام سے اپیل کی کہ وہ صفائی ستھرائی کا خیال رکھیں اور سرکاری املاک کی حفاظت میں تعاون کریں ۔ گلگت بلتستان کے مختلف اضلاع میں عوامی مسائل کے حل کے لیے حکومت کی جانب سے اقدامات جاری ہیں اور متعلقہ اداروں کو ہدایات دی گئی ہیں کہ وہ عوام کو بروقت سہولیات فراہم کریں ۔ اس سلسلے میں محکمہ کے افسران نے دورہ کرتے ہوئے جاری منصوبوں کا جائزہ لیا اور کام کی رفتار پر اطمینان کا اظہار کیا ۔ انہوں نے کہا کہ ترقیاتی منصوبوں کی تکمیل سے علاقے کے عوام کو بہتر سہولیات میسر آئیں گی اور روزگار کے مواقع بھی پیدا ہوں گے ۔ اجلاس میں شریک عہدیداروں نے مطالبہ کیا کہ بجلی ، پانی اور سڑکوں کے مسائل کو ترجیحی بنیادوں پر حل کیا جائے تاکہ عوام کی مشکلات میں کمی آ سکے ۔ انہوں نے مزید کہا کہ تعلیم اور صحت کے شعبوں میں بہتری کے لیے خصوصی فنڈز مختص کیے جائیں اور اساتذہ و طبی عملے کی کمی کو فوری طور پر پورا کیا جائے ۔ مقررین نے کہا کہ نوجوانوں کو ہنر مند بنانے کے لیے تربیتی مراکز قائم کیے جائیں تاکہ وہ معاشی طور پر خود کفیل ہو سکیں ۔ اس موقع پر انہوں نے عوام سے اپیل کی کہ وہ صفائی ستھرائی کا: [556, 607, 681, 1105]
headline-bar: [285, 535, 410, 552]
article-body: اور اساتذہ و طبی عملے کی کمی کو فوری طور پر پورا کیا جائے ۔ مقررین نے کہا کہ نوجوانوں کو ہنر مند بنانے کے لیے تربیتی مراکز قائم کیے جائیں تاکہ وہ معاشی طور پر خود کفیل ہو سکیں ۔ اس موقع پر انہوں نے عوام سے اپیل کی کہ وہ صفائی ستھرائی کا خیال رکھیں اور سرکاری املاک کی حفاظت میں تعاون کریں ۔ گلگت بلتستان کے مختلف اضلاع میں عوامی مسائل کے حل کے لیے حکومت کی جانب سے اقدامات جاری ہیں اور متعلقہ اداروں کو ہدایات دی گئی ہیں کہ وہ عوام کو بروقت سہولیات فراہم کریں ۔ اس سلسلے میں محکمہ کے افسران نے دورہ کرتے ہوئے جاری منصوبوں کا جائزہ لیا اور کام کی رفتار پر اطمینان کا اظہار کیا ۔ انہوں نے کہا کہ ترقیاتی منصوبوں کی تکمیل سے علاقے کے عوام کو بہتر سہولیات میسر آئیں گی اور روزگار کے مواقع بھی پیدا ہوں گے ۔ اجلاس میں شریک عہدیداروں نے مطالبہ کیا کہ بجلی ، پانی اور سڑکوں کے مسائل کو ترجیحی بنیادوں پر حل کیا جائے تاکہ عوام کی مشکلات میں کمی آ سکے ۔ انہوں نے مزید کہا کہ تعلیم اور صحت کے شعبوں میں بہتری کے لیے خصوصی فنڈز مختص کیے جائیں اور اساتذہ و طبی عملے کی کمی کو فوری طور پر پورا کیا جائے ۔ مقررین نے کہا کہ نوجوانوں کو ہنر مند بنانے کے لیے تربیتی مراکز قائم کیے جائیں تاکہ وہ معاشی طور پر خود کفیل ہو سکیں ۔ اس موقع پر انہوں نے عوام سے اپیل کی کہ وہ صفائی ستھرائی کا خیال: [962, 752, 1087, 1036]
article-headline: [692, 43, 817, 60]
article-headline: [150, 1037, 275, 1054]
headline-bar: [240, 325, 274, 342]
headline-bar: [86, 1508, 139, 1525]
article-headline: [150, 1174, 275, 1191]
article[interactable]: [150, 600, 275, 795]
headline-bar: [421, 564, 546, 581]
article-body: مختص کیے جائیں اور اساتذہ و طبی عملے کی کمی کو فوری طور پر پورا کیا جائے ۔ مقررین نے کہا کہ نوجوانوں کو ہنر مند بنانے کے لیے تربیتی مراکز قائم کیے جائیں تاکہ وہ معاشی طور پر خود کفیل ہو سکیں ۔ اس موقع پر انہوں نے عوام سے اپیل کی کہ وہ صفائی ستھرائی کا خیال رکھیں اور سرکاری املاک کی حفاظت میں تعاون کریں ۔ گلگت بلتستان کے مختلف اضلاع میں عوامی مسائل کے حل کے لیے حکومت کی جانب سے اقدامات جاری ہیں اور متعلقہ اداروں کو ہدایات دی گئی ہیں کہ وہ عوام کو بروقت سہولیات فراہم کریں ۔ اس سلسلے میں محکمہ کے افسران نے دورہ کرتے ہوئے جاری منصوبوں کا جائزہ لیا اور کام کی رفتار پر اطمینان کا اظہار کیا ۔: [691, 329, 816, 514]
headline-bar: [13, 1223, 138, 1240]
article[interactable]: [285, 390, 410, 530]
headline-bar: [376, 281, 410, 298]
article-number: 8: [886, 46, 893, 57]
column-1: [957, 39, 1093, 1839]
headline-bar: [827, 43, 896, 60]
article-headline: [827, 708, 952, 725]
headline-bar: [150, 216, 219, 233]
article[interactable]: [13, 1630, 138, 1775]
article[interactable]: [827, 1073, 952, 1286]
article-number: 12: [883, 711, 895, 723]
article-headline: [827, 1073, 952, 1090]
article-body: اس سلسلے میں محکمہ کے افسران نے دورہ کرتے ہوئے جاری منصوبوں کا جائزہ لیا اور کام کی رفتار پر اطمینان کا اظہار کیا ۔ انہوں نے کہا کہ ترقیاتی منصوبوں کی تکمیل سے علاقے کے عوام کو بہتر سہولیات میسر آئیں گی اور روزگار کے مواقع بھی پیدا ہوں گے ۔ اجلاس میں شریک عہدیداروں نے مطالبہ کیا کہ بجلی ، پانی اور سڑکوں کے مسائل کو ترجیحی بنیادوں پر حل کیا جائے تاکہ عوام کی مشکلات میں کمی آ سکے ۔ انہوں نے مزید کہا کہ تعلیم اور صحت کے شعبوں میں بہتری کے لیے خصوصی فنڈز مختص کیے جائیں اور اساتذہ و طبی عملے کی کمی کو فوری طور پر پورا کیا جائے ۔ مقررین نے کہا کہ نوجوانوں کو ہنر مند بنانے کے لیے تربیتی مراکز قائم کیے جائیں تاکہ وہ معاشی طور پر خود کفیل ہو سکیں ۔ اس موقع پر انہوں نے عوام سے اپیل کی کہ وہ صفائی ستھرائی: [827, 1093, 952, 1287]
masthead-center: [48, 8, 1052, 28]
article-number: 55: [206, 1469, 218, 1481]
headline-bar: [421, 1028, 490, 1045]
article-number: 63: [70, 1225, 82, 1237]
article[interactable]: [963, 1545, 1088, 1611]
article-body: کہ وہ صفائی ستھرائی کا خیال رکھیں اور سرکاری املاک کی حفاظت میں تعاون کریں ۔ گلگت بلتستان کے مختلف اضلاع میں عوامی مسائل کے حل کے لیے حکومت کی جانب سے اقدامات جاری ہیں اور متعلقہ اداروں کو ہدایات دی گئی ہیں کہ وہ عوام کو بروقت سہولیات فراہم کریں ۔ اس سلسلے میں محکمہ کے افسران نے دورہ کرتے ہوئے جاری منصوبوں کا جائزہ لیا اور کام کی رفتار پر اطمینان کا اظہار کیا ۔ انہوں نے کہا کہ ترقیاتی منصوبوں کی تکمیل سے علاقے کے عوام کو بہتر سہولیات میسر آئیں گی اور روزگار کے مواقع بھی پیدا ہوں گے ۔: [420, 583, 545, 741]
article-number: 64: [70, 1510, 82, 1522]
headline-bar: [493, 1028, 545, 1045]
article-number: 17: [748, 46, 760, 57]
headline-bar: [728, 43, 779, 60]
article[interactable]: [556, 587, 681, 1105]
article-body: خیال رکھیں اور سرکاری املاک کی حفاظت میں تعاون کریں ۔ گلگت بلتستان کے مختلف اضلاع میں عوامی مسائل کے حل کے لیے حکومت کی جانب سے اقدامات جاری ہیں اور متعلقہ اداروں کو ہدایات دی گئی ہیں کہ وہ عوام کو بروقت سہولیات فراہم کریں ۔ اس سلسلے میں محکمہ کے افسران نے دورہ کرتے ہوئے جاری منصوبوں کا جائزہ لیا اور کام کی رفتار پر اطمینان کا اظہار کیا ۔ انہوں نے کہا کہ ترقیاتی منصوبوں کی تکمیل سے علاقے کے عوام کو بہتر سہولیات میسر آئیں گی اور: [827, 391, 952, 511]
article-body: ۔ انہوں نے مزید کہا کہ تعلیم اور صحت کے شعبوں میں بہتری کے لیے خصوصی فنڈز مختص کیے جائیں اور اساتذہ و طبی عملے کی کمی کو فوری طور پر پورا کیا جائے ۔ مقررین نے کہا کہ نوجوانوں کو ہنر مند بنانے کے لیے تربیتی مراکز قائم کیے جائیں تاکہ وہ معاشی طور پر خود کفیل ہو سکیں ۔ اس موقع پر انہوں نے عوام سے اپیل کی کہ وہ صفائی ستھرائی کا خیال رکھیں اور سرکاری املاک کی حفاظت میں تعاون کریں ۔ گلگت بلتستان کے مختلف اضلاع میں عوامی مسائل کے حل کے لیے حکومت کی جانب سے اقدامات جاری ہیں اور متعلقہ اداروں کو ہدایات دی گئی ہیں کہ وہ عوام کو بروقت سہولیات فراہم کریں ۔ اس سلسلے میں محکمہ کے افسران نے دورہ کرتے ہوئے جاری منصوبوں کا جائزہ لیا اور کام کی رفتار پر اطمینان کا اظہار کیا ۔ انہوں نے کہا کہ ترقیاتی منصوبوں کی تکمیل سے علاقے کے عوام کو بہتر سہولیات میسر آئیں گی اور روزگار کے مواقع بھی پیدا ہوں گے ۔ اجلاس میں شریک عہدیداروں نے مطالبہ کیا کہ بجلی ، پانی اور سڑکوں کے مسائل کو ترجیحی بنیادوں پر حل کیا جائے تاکہ عوام کی مشکلات میں کمی آ سکے ۔ انہوں نے مزید: [420, 1148, 545, 1380]
article-body: کا خیال رکھیں اور سرکاری املاک کی حفاظت میں تعاون کریں ۔ گلگت بلتستان کے مختلف اضلاع میں عوامی مسائل کے حل کے لیے حکومت کی جانب سے اقدامات جاری ہیں اور متعلقہ اداروں کو ہدایات دی گئی ہیں کہ وہ عوام کو بروقت سہولیات فراہم کریں ۔ اس سلسلے میں محکمہ کے افسران نے دورہ کرتے ہوئے جاری منصوبوں کا جائزہ لیا اور کام: [827, 1312, 952, 1405]
article-body: کی کمی کو فوری طور پر پورا کیا جائے ۔ مقررین نے کہا کہ نوجوانوں کو ہنر مند بنانے کے لیے تربیتی مراکز قائم کیے جائیں تاکہ وہ معاشی طور پر خود کفیل ہو سکیں ۔ اس موقع پر انہوں نے عوام سے اپیل کی کہ وہ صفائی ستھرائی کا خیال رکھیں اور سرکاری املاک کی حفاظت میں تعاون کریں ۔ گلگت بلتستان کے مختلف اضلاع میں عوامی مسائل کے حل کے لیے حکومت کی جانب سے اقدامات: [285, 709, 410, 802]
article-number: 29: [477, 46, 489, 57]
article-headline: [827, 1293, 952, 1310]
